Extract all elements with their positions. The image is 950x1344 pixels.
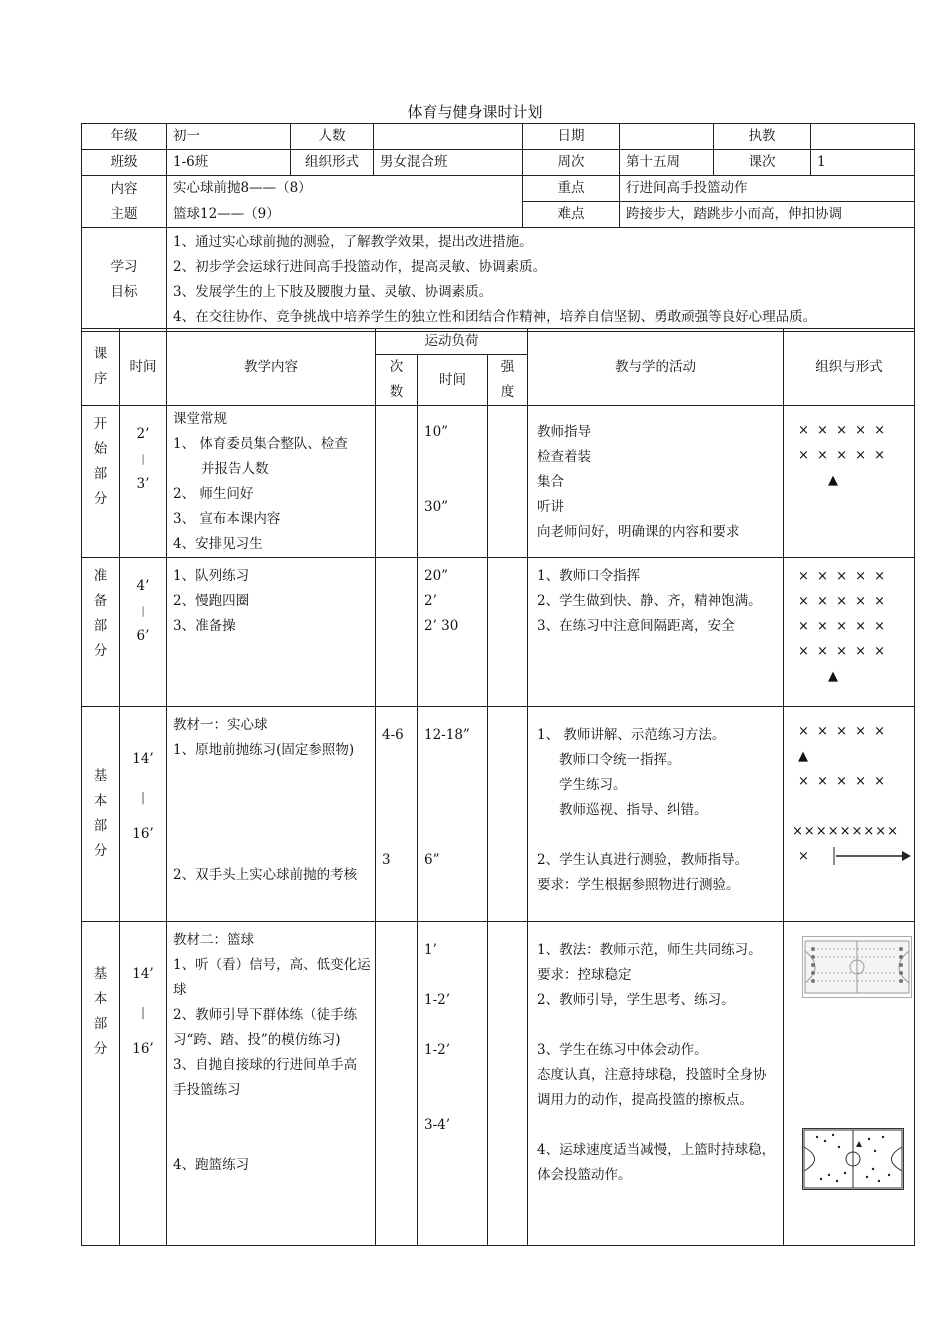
throw-arrow-icon [832, 847, 912, 867]
activity-header: 教与学的活动 [528, 329, 784, 406]
teacher-triangle-icon: ▲ [828, 669, 841, 684]
grade-label: 年级 [82, 124, 167, 150]
section-activity: 1、 教师讲解、示范练习方法。 教师口令统一指挥。 学生练习。 教师巡视、指导、纠错。 2、学生认真进行测验，教师指导。 要求：学生根据参照物进行测验。 [528, 707, 784, 922]
section-basic-shotput [82, 707, 915, 922]
section-start [82, 406, 915, 558]
section-load-time: 1’ 1-2’ 1-2’ 3-4’ [418, 922, 488, 1246]
section-count [376, 922, 418, 1246]
date-value [620, 124, 714, 150]
header-table [81, 123, 915, 332]
section-count [376, 558, 418, 707]
time-header: 时间 [120, 329, 167, 406]
content-header: 教学内容 [167, 329, 376, 406]
section-prepare [82, 558, 915, 707]
class-value: 1-6班 [167, 150, 291, 176]
goals-label: 学习 目标 [82, 228, 167, 332]
content-topic-label: 内容 主题 [82, 176, 167, 228]
section-time: 14’ | 16’ [120, 922, 167, 1246]
week-value: 第十五周 [620, 150, 714, 176]
grade-value: 初一 [167, 124, 291, 150]
week-label: 周次 [523, 150, 620, 176]
section-content: 教材二：篮球 1、听（看）信号，高、低变化运 球 2、教师引导下群体练（徒手练 习“跨、踏、投”的模仿练习) 3、自抛自接球的行进间单手高 手投篮练习 4、跑篮练习 [167, 922, 376, 1246]
section-intensity [488, 558, 528, 707]
seq-header: 课 序 [82, 329, 120, 406]
section-activity: 1、教法：教师示范，师生共同练习。 要求：控球稳定 2、教师引导，学生思考、练习。 3、学生在练习中体会动作。 态度认真，注意持球稳，投篮时全身协 调用力的动作，提高投篮的擦板点。 4、运球速度适当减慢，上篮时持球稳， 体会投篮动作。 [528, 922, 784, 1246]
section-basic-basketball [82, 922, 915, 1246]
key-value: 行进间高手投篮动作 [620, 176, 915, 202]
section-intensity [488, 406, 528, 558]
difficulty-label: 难点 [523, 202, 620, 228]
section-load-time: 12-18” 6” [418, 707, 488, 922]
goal-item: 3、发展学生的上下肢及腰腹力量、灵敏、协调素质。 [173, 284, 493, 300]
content-line-2: 篮球12——（9） [167, 202, 523, 228]
section-content: 1、队列练习 2、慢跑四圈 3、准备操 [167, 558, 376, 707]
content-line-1: 实心球前抛8——（8） [167, 176, 523, 202]
people-label: 人数 [291, 124, 374, 150]
section-time: 14’ | 16’ [120, 707, 167, 922]
difficulty-value: 跨接步大，踏跳步小而高，伸扣协调 [620, 202, 915, 228]
section-time: 4’ | 6’ [120, 558, 167, 707]
load-header: 运动负荷 [376, 329, 528, 355]
section-seq: 准 备 部 分 [82, 558, 120, 707]
layup-court-diagram [802, 1128, 904, 1190]
teacher-triangle-icon: ▲ [828, 473, 841, 488]
goal-item: 4、在交往协作、竞争挑战中培养学生的独立性和团结合作精神，培养自信坚韧、勇敢顽强等良好心理品质。 [173, 309, 817, 325]
goal-item: 2、初步学会运球行进间高手投篮动作，提高灵敏、协调素质。 [173, 259, 547, 275]
section-load-time: 20” 2’ 2’ 30 [418, 558, 488, 707]
org-label: 组织形式 [291, 150, 374, 176]
section-formation [784, 922, 915, 1246]
section-formation: × × × × × × × × × × ▲ [784, 406, 915, 558]
count-header: 次 数 [376, 355, 418, 406]
organization-header: 组织与形式 [784, 329, 915, 406]
section-seq: 开 始 部 分 [82, 406, 120, 558]
key-label: 重点 [523, 176, 620, 202]
section-content: 教材一：实心球 1、原地前抛练习(固定参照物) 2、双手头上实心球前抛的考核 [167, 707, 376, 922]
teacher-label: 执教 [714, 124, 811, 150]
teacher-value [811, 124, 915, 150]
lesson-value: 1 [811, 150, 915, 176]
section-time: 2’ | 3’ [120, 406, 167, 558]
throw-direction-diagram: × [798, 844, 908, 869]
intensity-header: 强 度 [488, 355, 528, 406]
section-count: 4-6 3 [376, 707, 418, 922]
section-intensity [488, 707, 528, 922]
people-value [374, 124, 523, 150]
section-count [376, 406, 418, 558]
section-formation: × × × × × × × × × × × × × × × × × × × × ▲ [784, 558, 915, 707]
section-formation: × × × × × ▲ × × × × × ××××××××× × [784, 707, 915, 922]
section-intensity [488, 922, 528, 1246]
section-activity: 教师指导 检查着装 集合 听讲 向老师问好，明确课的内容和要求 [528, 406, 784, 558]
load-time-header: 时间 [418, 355, 488, 406]
basketball-court-diagram [802, 936, 912, 998]
section-load-time: 10” 30” [418, 406, 488, 558]
page-title: 体育与健身课时计划 [407, 103, 543, 121]
plan-table [81, 328, 915, 1246]
class-label: 班级 [82, 150, 167, 176]
section-activity: 1、教师口令指挥 2、学生做到快、静、齐，精神饱满。 3、在练习中注意间隔距离，安全 [528, 558, 784, 707]
date-label: 日期 [523, 124, 620, 150]
goals-list [167, 228, 915, 332]
teacher-triangle-icon: ▲ [798, 749, 811, 764]
section-seq: 基 本 部 分 [82, 922, 120, 1246]
section-seq: 基 本 部 分 [82, 707, 120, 922]
lesson-label: 课次 [714, 150, 811, 176]
section-content: 课堂常规 1、 体育委员集合整队、检查 并报告人数 2、 师生问好 3、 宣布本课内容 4、安排见习生 [167, 406, 376, 558]
org-value: 男女混合班 [374, 150, 523, 176]
goal-item: 1、通过实心球前抛的测验，了解教学效果，提出改进措施。 [173, 234, 533, 250]
